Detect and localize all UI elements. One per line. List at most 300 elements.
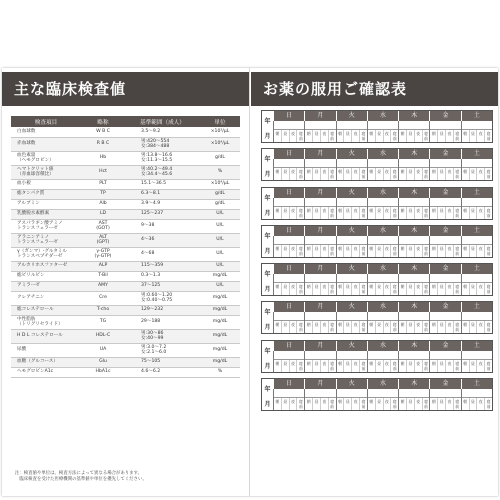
dose-checkbox[interactable]: 昼 xyxy=(406,283,414,295)
dose-checkbox[interactable]: 朝 xyxy=(306,245,311,251)
dose-checkbox[interactable]: 朝 xyxy=(369,131,374,136)
dose-checkbox[interactable]: 昼 xyxy=(406,321,414,333)
date-entry-box[interactable] xyxy=(368,236,398,245)
dose-checkbox[interactable]: 寝前 xyxy=(484,245,492,257)
dose-checkbox[interactable]: 朝 xyxy=(306,399,311,405)
dose-checkbox[interactable]: 昼 xyxy=(343,207,351,219)
dose-checkbox[interactable]: 夜 xyxy=(414,398,422,410)
dose-checkbox[interactable]: 寝前 xyxy=(422,130,430,142)
date-entry-box[interactable] xyxy=(274,159,304,168)
date-entry-box[interactable] xyxy=(462,312,492,321)
dose-checkbox[interactable]: 夜 xyxy=(383,207,391,219)
dose-checkbox[interactable]: 夜 xyxy=(383,168,391,180)
date-entry-box[interactable] xyxy=(399,351,429,360)
dose-checkbox[interactable]: 寝前 xyxy=(359,168,367,180)
dose-checkbox[interactable]: 昼 xyxy=(343,130,351,142)
dose-checkbox[interactable]: 夜 xyxy=(445,168,453,180)
dose-checkbox[interactable]: 寝前 xyxy=(390,245,398,257)
date-entry-box[interactable] xyxy=(337,121,367,130)
dose-checkbox[interactable]: 昼 xyxy=(469,398,477,410)
dose-checkbox[interactable]: 朝 xyxy=(431,207,436,213)
dose-checkbox[interactable]: 夜 xyxy=(351,207,359,219)
dose-checkbox[interactable]: 朝 xyxy=(431,245,436,251)
date-entry-box[interactable] xyxy=(305,198,335,207)
dose-checkbox[interactable]: 朝 xyxy=(463,131,467,136)
date-entry-box[interactable] xyxy=(337,198,367,207)
dose-checkbox[interactable]: 昼 xyxy=(437,398,445,410)
dose-checkbox[interactable]: 寝前 xyxy=(359,321,367,333)
date-entry-box[interactable] xyxy=(368,198,398,207)
dose-checkbox[interactable]: 朝 xyxy=(306,207,311,213)
date-entry-box[interactable] xyxy=(305,389,335,398)
dose-checkbox[interactable]: 昼 xyxy=(437,130,445,142)
dose-checkbox[interactable]: 夜 xyxy=(289,283,297,295)
dose-checkbox[interactable]: 寝前 xyxy=(484,321,492,333)
dose-checkbox[interactable]: 昼 xyxy=(343,321,351,333)
dose-checkbox[interactable]: 昼 xyxy=(281,207,289,219)
dose-checkbox[interactable]: 夜 xyxy=(320,207,328,219)
dose-checkbox[interactable]: 昼 xyxy=(375,245,383,257)
date-entry-box[interactable] xyxy=(462,351,492,360)
dose-checkbox[interactable]: 昼 xyxy=(469,283,477,295)
dose-checkbox[interactable]: 夜 xyxy=(414,360,422,372)
dose-checkbox[interactable]: 夜 xyxy=(414,130,422,142)
dose-checkbox[interactable]: 夜 xyxy=(320,321,328,333)
dose-checkbox[interactable]: 朝 xyxy=(306,322,311,328)
dose-checkbox[interactable]: 昼 xyxy=(312,360,320,372)
dose-checkbox[interactable]: 昼 xyxy=(312,398,320,410)
dose-checkbox[interactable]: 夜 xyxy=(351,321,359,333)
dose-checkbox[interactable]: 昼 xyxy=(281,283,289,295)
date-entry-box[interactable] xyxy=(274,389,304,398)
dose-checkbox[interactable]: 夜 xyxy=(476,398,484,410)
dose-slots xyxy=(462,321,492,333)
dose-checkbox[interactable]: 朝 xyxy=(463,245,467,251)
dose-checkbox[interactable]: 寝前 xyxy=(328,398,336,410)
dose-checkbox[interactable]: 寝前 xyxy=(422,207,430,219)
dose-checkbox[interactable]: 昼 xyxy=(437,207,445,219)
dose-checkbox[interactable]: 夜 xyxy=(320,130,328,142)
dose-checkbox[interactable]: 寝前 xyxy=(453,283,461,295)
dose-checkbox[interactable]: 夜 xyxy=(289,207,297,219)
dose-checkbox[interactable]: 寝前 xyxy=(484,168,492,180)
dose-checkbox[interactable]: 昼 xyxy=(406,398,414,410)
dose-checkbox[interactable]: 昼 xyxy=(406,130,414,142)
dose-checkbox[interactable]: 夜 xyxy=(445,207,453,219)
dose-checkbox[interactable]: 夜 xyxy=(383,360,391,372)
dose-checkbox[interactable]: 昼 xyxy=(437,321,445,333)
date-entry-box[interactable] xyxy=(462,159,492,168)
dose-checkbox[interactable]: 寝前 xyxy=(296,321,304,333)
dose-checkbox[interactable]: 夜 xyxy=(476,360,484,372)
dose-checkbox[interactable]: 昼 xyxy=(312,130,320,142)
dose-checkbox[interactable]: 朝 xyxy=(306,284,311,290)
unit-cell: U/L xyxy=(200,261,240,271)
dose-checkbox[interactable]: 昼 xyxy=(281,360,289,372)
dose-checkbox[interactable]: 寝前 xyxy=(390,130,398,142)
dose-checkbox[interactable]: 昼 xyxy=(406,168,414,180)
dose-checkbox[interactable]: 朝 xyxy=(338,207,342,213)
dose-checkbox[interactable]: 朝 xyxy=(431,284,436,290)
dose-checkbox[interactable]: 朝 xyxy=(306,360,311,366)
date-entry-box[interactable] xyxy=(337,351,367,360)
dose-checkbox[interactable]: 夜 xyxy=(383,398,391,410)
date-entry-box[interactable] xyxy=(368,312,398,321)
dose-checkbox[interactable]: 朝 xyxy=(338,131,342,136)
dose-checkbox[interactable]: 朝 xyxy=(275,322,280,328)
dose-checkbox[interactable]: 朝 xyxy=(338,360,342,366)
dose-checkbox[interactable]: 朝 xyxy=(463,322,467,328)
dose-checkbox[interactable]: 朝 xyxy=(275,245,280,251)
dose-checkbox[interactable]: 寝前 xyxy=(390,398,398,410)
dose-checkbox[interactable]: 朝 xyxy=(463,169,467,175)
dose-checkbox[interactable]: 昼 xyxy=(437,283,445,295)
dose-checkbox[interactable]: 寝前 xyxy=(296,168,304,180)
dose-checkbox[interactable]: 朝 xyxy=(400,169,405,175)
dose-checkbox[interactable]: 夜 xyxy=(476,168,484,180)
dose-slots xyxy=(430,283,460,295)
dose-checkbox[interactable]: 朝 xyxy=(463,360,467,366)
dose-checkbox[interactable]: 夜 xyxy=(320,398,328,410)
date-entry-box[interactable] xyxy=(274,274,304,283)
date-entry-box[interactable] xyxy=(462,236,492,245)
dose-checkbox[interactable]: 寝前 xyxy=(453,360,461,372)
reference-range-cell: 男:3.0〜7.2 女:2.1〜6.0 xyxy=(125,343,200,357)
dose-checkbox[interactable]: 昼 xyxy=(375,321,383,333)
date-entry-box[interactable] xyxy=(399,236,429,245)
dose-checkbox[interactable]: 朝 xyxy=(431,322,436,328)
dose-checkbox[interactable]: 寝前 xyxy=(296,398,304,410)
date-entry-box[interactable] xyxy=(399,312,429,321)
dose-checkbox[interactable]: 朝 xyxy=(275,131,280,136)
date-entry-box[interactable] xyxy=(462,274,492,283)
dose-checkbox[interactable]: 昼 xyxy=(437,168,445,180)
dose-checkbox[interactable]: 寝前 xyxy=(328,360,336,372)
dose-checkbox[interactable]: 寝前 xyxy=(359,398,367,410)
dose-checkbox[interactable]: 夜 xyxy=(351,360,359,372)
dose-checkbox[interactable]: 昼 xyxy=(406,245,414,257)
dose-checkbox[interactable]: 夜 xyxy=(445,360,453,372)
dose-slots xyxy=(274,130,304,142)
dose-checkbox[interactable]: 昼 xyxy=(281,398,289,410)
dose-checkbox[interactable]: 朝 xyxy=(369,207,374,213)
dose-checkbox[interactable]: 寝前 xyxy=(328,245,336,257)
dose-checkbox[interactable]: 夜 xyxy=(351,398,359,410)
dose-checkbox[interactable]: 寝前 xyxy=(359,130,367,142)
dose-checkbox[interactable]: 朝 xyxy=(369,360,374,366)
dose-checkbox[interactable]: 夜 xyxy=(289,398,297,410)
dose-checkbox[interactable]: 昼 xyxy=(469,130,477,142)
date-entry-box[interactable] xyxy=(430,351,460,360)
dose-checkbox[interactable]: 昼 xyxy=(312,207,320,219)
dose-checkbox[interactable]: 朝 xyxy=(369,169,374,175)
dose-checkbox[interactable]: 寝前 xyxy=(359,360,367,372)
dose-checkbox[interactable]: 夜 xyxy=(445,130,453,142)
date-entry-box[interactable] xyxy=(430,312,460,321)
dose-checkbox[interactable]: 寝前 xyxy=(328,321,336,333)
day-column xyxy=(336,274,367,295)
date-entry-box[interactable] xyxy=(337,236,367,245)
dose-checkbox[interactable]: 昼 xyxy=(312,245,320,257)
dose-checkbox[interactable]: 夜 xyxy=(289,168,297,180)
date-entry-box[interactable] xyxy=(399,198,429,207)
weekday-label: 火 xyxy=(336,341,367,351)
dose-checkbox[interactable]: 寝前 xyxy=(296,245,304,257)
dose-checkbox[interactable]: 朝 xyxy=(369,322,374,328)
date-entry-box[interactable] xyxy=(430,159,460,168)
day-column xyxy=(336,351,367,372)
date-entry-box[interactable] xyxy=(399,121,429,130)
dose-checkbox[interactable]: 夜 xyxy=(476,283,484,295)
dose-checkbox[interactable]: 昼 xyxy=(281,168,289,180)
dose-checkbox[interactable]: 寝前 xyxy=(453,130,461,142)
date-entry-box[interactable] xyxy=(430,236,460,245)
dose-checkbox[interactable]: 夜 xyxy=(351,168,359,180)
dose-checkbox[interactable]: 寝前 xyxy=(422,245,430,257)
dose-checkbox[interactable]: 昼 xyxy=(281,130,289,142)
dose-checkbox[interactable]: 寝前 xyxy=(422,398,430,410)
date-entry-box[interactable] xyxy=(337,274,367,283)
dose-checkbox[interactable]: 朝 xyxy=(400,207,405,213)
dose-checkbox[interactable]: 夜 xyxy=(320,245,328,257)
date-entry-box[interactable] xyxy=(274,351,304,360)
dose-checkbox[interactable]: 寝前 xyxy=(484,398,492,410)
dose-checkbox[interactable]: 昼 xyxy=(281,321,289,333)
dose-checkbox[interactable]: 寝前 xyxy=(390,283,398,295)
dose-checkbox[interactable]: 昼 xyxy=(343,398,351,410)
dose-checkbox[interactable]: 寝前 xyxy=(296,130,304,142)
dose-checkbox[interactable]: 寝前 xyxy=(328,283,336,295)
dose-checkbox[interactable]: 夜 xyxy=(414,283,422,295)
dose-checkbox[interactable]: 朝 xyxy=(400,360,405,366)
dose-checkbox[interactable]: 寝前 xyxy=(422,283,430,295)
dose-checkbox[interactable]: 夜 xyxy=(445,283,453,295)
dose-checkbox[interactable]: 夜 xyxy=(289,360,297,372)
dose-checkbox[interactable]: 朝 xyxy=(275,207,280,213)
dose-checkbox[interactable]: 夜 xyxy=(445,245,453,257)
dose-checkbox[interactable]: 昼 xyxy=(312,168,320,180)
dose-checkbox[interactable]: 寝前 xyxy=(390,360,398,372)
dose-checkbox[interactable]: 寝前 xyxy=(484,283,492,295)
date-entry-box[interactable] xyxy=(430,198,460,207)
dose-checkbox[interactable]: 寝前 xyxy=(328,207,336,219)
dose-checkbox[interactable]: 朝 xyxy=(369,284,374,290)
dose-checkbox[interactable]: 夜 xyxy=(414,207,422,219)
dose-checkbox[interactable]: 寝前 xyxy=(484,207,492,219)
date-entry-box[interactable] xyxy=(430,274,460,283)
date-entry-box[interactable] xyxy=(305,274,335,283)
dose-checkbox[interactable]: 昼 xyxy=(375,283,383,295)
dose-checkbox[interactable]: 夜 xyxy=(383,245,391,257)
dose-checkbox[interactable]: 寝前 xyxy=(422,321,430,333)
weekday-label: 火 xyxy=(336,188,367,198)
dose-checkbox[interactable]: 朝 xyxy=(275,169,280,175)
dose-checkbox[interactable]: 朝 xyxy=(400,284,405,290)
dose-checkbox[interactable]: 昼 xyxy=(312,283,320,295)
dose-checkbox[interactable]: 寝前 xyxy=(296,283,304,295)
dose-slots xyxy=(462,130,492,142)
dose-checkbox[interactable]: 寝前 xyxy=(328,130,336,142)
date-entry-box[interactable] xyxy=(305,236,335,245)
dose-checkbox[interactable]: 朝 xyxy=(275,284,280,290)
dose-checkbox[interactable]: 昼 xyxy=(375,207,383,219)
dose-checkbox[interactable]: 朝 xyxy=(463,207,467,213)
medication-check-page xyxy=(251,68,498,496)
date-entry-box[interactable] xyxy=(462,121,492,130)
date-entry-box[interactable] xyxy=(305,121,335,130)
date-entry-box[interactable] xyxy=(305,312,335,321)
day-column xyxy=(398,312,429,333)
dose-checkbox[interactable]: 寝前 xyxy=(453,245,461,257)
dose-checkbox[interactable]: 寝前 xyxy=(453,168,461,180)
date-entry-box[interactable] xyxy=(399,389,429,398)
dose-checkbox[interactable]: 昼 xyxy=(375,398,383,410)
dose-checkbox[interactable]: 朝 xyxy=(275,399,280,405)
date-entry-box[interactable] xyxy=(462,198,492,207)
date-entry-box[interactable] xyxy=(430,389,460,398)
dose-checkbox[interactable]: 昼 xyxy=(375,130,383,142)
dose-checkbox[interactable]: 朝 xyxy=(431,169,436,175)
unit-cell: U/L xyxy=(200,233,240,247)
dose-checkbox[interactable]: 昼 xyxy=(469,321,477,333)
date-entry-box[interactable] xyxy=(462,389,492,398)
dose-checkbox[interactable]: 昼 xyxy=(406,360,414,372)
dose-checkbox[interactable]: 朝 xyxy=(400,399,405,405)
weekday-label: 木 xyxy=(398,264,429,274)
dose-checkbox[interactable]: 夜 xyxy=(289,321,297,333)
dose-checkbox[interactable]: 朝 xyxy=(400,131,405,136)
dose-checkbox[interactable]: 朝 xyxy=(338,245,342,251)
dose-checkbox[interactable]: 朝 xyxy=(431,399,436,405)
dose-checkbox[interactable]: 夜 xyxy=(383,321,391,333)
dose-checkbox[interactable]: 夜 xyxy=(476,245,484,257)
dose-checkbox[interactable]: 夜 xyxy=(320,360,328,372)
dose-checkbox[interactable]: 夜 xyxy=(320,283,328,295)
date-entry-box[interactable] xyxy=(305,351,335,360)
dose-checkbox[interactable]: 夜 xyxy=(414,321,422,333)
dose-checkbox[interactable]: 寝前 xyxy=(422,168,430,180)
dose-checkbox[interactable]: 朝 xyxy=(369,399,374,405)
dose-checkbox[interactable]: 夜 xyxy=(445,398,453,410)
dose-checkbox[interactable]: 昼 xyxy=(312,321,320,333)
dose-checkbox[interactable]: 寝前 xyxy=(453,321,461,333)
dose-checkbox[interactable]: 朝 xyxy=(400,245,405,251)
dose-checkbox[interactable]: 夜 xyxy=(383,130,391,142)
dose-checkbox[interactable]: 昼 xyxy=(437,360,445,372)
abbreviation-cell: Hb xyxy=(81,151,125,165)
dose-checkbox[interactable]: 寝前 xyxy=(359,283,367,295)
dose-checkbox[interactable]: 朝 xyxy=(338,284,342,290)
dose-checkbox[interactable]: 朝 xyxy=(431,131,436,136)
dose-checkbox[interactable]: 寝前 xyxy=(422,360,430,372)
dose-checkbox[interactable]: 昼 xyxy=(281,245,289,257)
dose-checkbox[interactable]: 昼 xyxy=(469,207,477,219)
reference-range-cell: 6.3〜8.1 xyxy=(125,189,200,199)
dose-checkbox[interactable]: 昼 xyxy=(343,168,351,180)
dose-checkbox[interactable]: 朝 xyxy=(463,399,467,405)
dose-checkbox[interactable]: 夜 xyxy=(476,130,484,142)
dose-checkbox[interactable]: 昼 xyxy=(343,245,351,257)
date-entry-box[interactable] xyxy=(368,389,398,398)
dose-slots xyxy=(368,360,398,372)
date-entry-box[interactable] xyxy=(337,389,367,398)
dose-checkbox[interactable]: 夜 xyxy=(476,321,484,333)
date-entry-box[interactable] xyxy=(274,312,304,321)
dose-checkbox[interactable]: 夜 xyxy=(289,130,297,142)
date-entry-box[interactable] xyxy=(337,159,367,168)
dose-checkbox[interactable]: 夜 xyxy=(445,321,453,333)
dose-checkbox[interactable]: 昼 xyxy=(343,283,351,295)
dose-checkbox[interactable]: 昼 xyxy=(469,245,477,257)
dose-checkbox[interactable]: 昼 xyxy=(469,360,477,372)
dose-checkbox[interactable]: 朝 xyxy=(369,245,374,251)
dose-checkbox[interactable]: 昼 xyxy=(375,360,383,372)
day-column xyxy=(398,236,429,257)
date-entry-box[interactable] xyxy=(368,274,398,283)
dose-checkbox[interactable]: 寝前 xyxy=(484,130,492,142)
unit-cell: mg/dL xyxy=(200,343,240,357)
dose-checkbox[interactable]: 寝前 xyxy=(296,207,304,219)
date-entry-box[interactable] xyxy=(274,236,304,245)
dose-checkbox[interactable]: 朝 xyxy=(338,169,342,175)
dose-checkbox[interactable]: 寝前 xyxy=(390,207,398,219)
date-entry-box[interactable] xyxy=(430,121,460,130)
dose-checkbox[interactable]: 夜 xyxy=(414,168,422,180)
dose-checkbox[interactable]: 朝 xyxy=(338,399,342,405)
dose-checkbox[interactable]: 夜 xyxy=(383,283,391,295)
date-entry-box[interactable] xyxy=(274,198,304,207)
dose-checkbox[interactable]: 寝前 xyxy=(296,360,304,372)
dose-checkbox[interactable]: 寝前 xyxy=(359,207,367,219)
dose-checkbox[interactable]: 夜 xyxy=(476,207,484,219)
dose-checkbox[interactable]: 寝前 xyxy=(359,245,367,257)
dose-checkbox[interactable]: 昼 xyxy=(375,168,383,180)
dose-checkbox[interactable]: 夜 xyxy=(351,130,359,142)
dose-checkbox[interactable]: 朝 xyxy=(431,360,436,366)
dose-checkbox[interactable]: 寝前 xyxy=(390,321,398,333)
weekday-label: 火 xyxy=(336,302,367,312)
dose-checkbox[interactable]: 寝前 xyxy=(484,360,492,372)
date-entry-box[interactable] xyxy=(399,274,429,283)
dose-checkbox[interactable]: 昼 xyxy=(437,245,445,257)
dose-checkbox[interactable]: 昼 xyxy=(406,207,414,219)
dose-checkbox[interactable]: 朝 xyxy=(463,284,467,290)
dose-checkbox[interactable]: 夜 xyxy=(320,168,328,180)
dose-checkbox[interactable]: 朝 xyxy=(400,322,405,328)
date-entry-box[interactable] xyxy=(337,312,367,321)
date-entry-box[interactable] xyxy=(368,159,398,168)
dose-checkbox[interactable]: 朝 xyxy=(275,360,280,366)
date-entry-box[interactable] xyxy=(274,121,304,130)
dose-checkbox[interactable]: 夜 xyxy=(414,245,422,257)
dose-checkbox[interactable]: 寝前 xyxy=(328,168,336,180)
dose-checkbox[interactable]: 朝 xyxy=(306,131,311,136)
dose-checkbox[interactable]: 寝前 xyxy=(390,168,398,180)
dose-checkbox[interactable]: 昼 xyxy=(469,168,477,180)
date-entry-box[interactable] xyxy=(368,121,398,130)
dose-checkbox[interactable]: 夜 xyxy=(351,245,359,257)
dose-checkbox[interactable]: 寝前 xyxy=(453,398,461,410)
dose-checkbox[interactable]: 朝 xyxy=(306,169,311,175)
dose-checkbox[interactable]: 寝前 xyxy=(453,207,461,219)
dose-checkbox[interactable]: 朝 xyxy=(338,322,342,328)
dose-checkbox[interactable]: 夜 xyxy=(289,245,297,257)
date-entry-box[interactable] xyxy=(399,159,429,168)
date-entry-box[interactable] xyxy=(368,351,398,360)
date-entry-box[interactable] xyxy=(305,159,335,168)
dose-checkbox[interactable]: 夜 xyxy=(351,283,359,295)
dose-checkbox[interactable]: 昼 xyxy=(343,360,351,372)
